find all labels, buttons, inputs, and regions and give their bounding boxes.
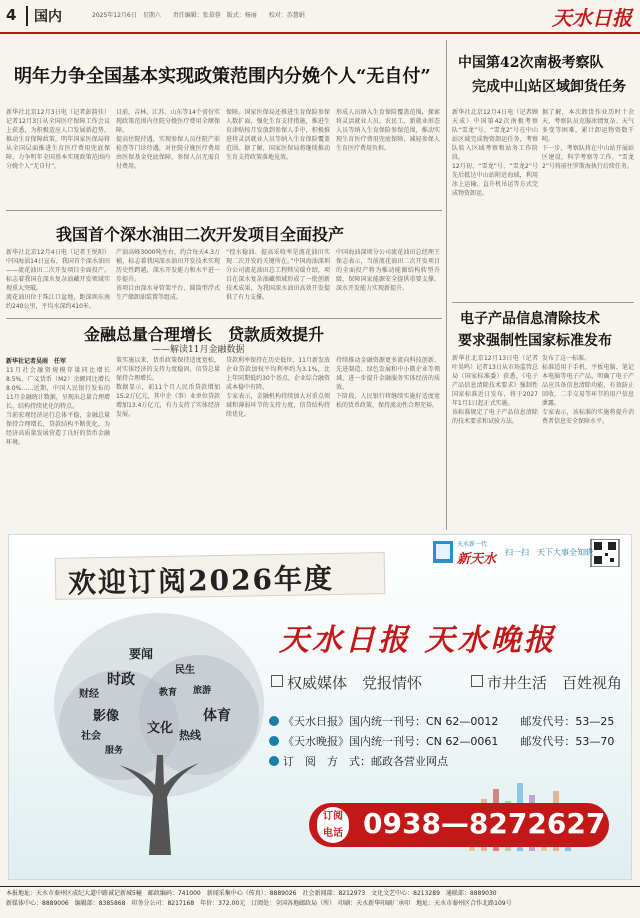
article5-title-line2: 要求强制性国家标准发布	[458, 333, 612, 349]
subscription-method-text: 订 阅 方 式：邮政各营业网点	[283, 755, 448, 768]
article4-title-line2: 完成中山站区域卸货任务	[472, 79, 626, 95]
tree-word: 体育	[203, 708, 231, 724]
subscription-line-daily	[269, 713, 614, 729]
article4-col1: 新华社北京12月4日电（记者顾天成）中国第42次南极考察队“雪龙”号、“雪龙2”号在中山站区域完成物资卸运任务，考察队转入区域考察和站务工作阶段。 12月初，“雪龙”号、“雪龙2”号先后抵达中山站附近海域，利用冰上运输、直升机吊运等方式完成物资卸运。	[452, 109, 538, 197]
subscription-evening-text: 《天水晚报》国内统一刊号：CN 62—0061 邮发代号：53—70	[283, 735, 615, 748]
divider	[6, 210, 442, 211]
article3-col4: 持续推动金融资源更多流向科技创新、先进制造、绿色发展和中小微企业等领域，进一步提升金融服务实体经济的质效。 下阶段，人民银行将继续实施好适度宽松的货币政策，保持流动性合理充裕。	[336, 357, 440, 409]
article1-col3: 保障。国家医保局还推进生育保险参保人数扩面，强化生育支持措施，推进生育津贴按月发放到参保人手中，积极推进将灵活就业人员等纳入生育保险覆盖范围。据了解，国家医保局将继续推动生育支持政策落地见效。	[226, 109, 330, 161]
article1-col2: 目前，吉林、江苏、山东等14个省份实现政策范围内住院分娩医疗费用全额保障。 提高住院待遇，实现参保人员住院产前检查等门诊待遇，对住院分娩医疗费用由医保基金兜底保障，参保人员无需自付费用。	[116, 109, 220, 170]
new-media-name: 新天水	[457, 552, 497, 567]
article2-col1: 新华社北京12月4日电（记者王悦阳）中国海油14日宣布，我国首个深水油田——流花油田二次开发项目全面投产。标志着我国在深水复杂油藏开发领域实现重大突破。 流花油田位于珠江口盆地，距深圳东南约240公里，平均水深约410米。	[6, 249, 110, 310]
slogan-left: 权威媒体 党报情怀	[287, 674, 423, 692]
footer-line-2: 新媒体中心：8889006 编辑部：8385868 印务分公司：8217168 年价：372.00元 订阅处：全国各地邮政局（所） 印刷：天水新华印刷厂承印 地址：天水市秦州区合作北路109号	[6, 900, 512, 907]
article4-title-line1: 中国第42次南极考察队	[458, 55, 604, 71]
section-name: 国内	[26, 6, 62, 26]
tree-word: 财经	[79, 689, 99, 700]
page-footer	[0, 886, 640, 918]
newspaper-logo: 天水日报	[552, 6, 632, 30]
article3-col3: 贷款利率保持在历史低位，11月新发放企业贷款加权平均利率约为3.1%，比上年同期低约30个基点，企业综合融资成本稳中有降。 专家表示，金融机构持续加大对重点领域和薄弱环节的支持力度，信贷结构持续优化。	[226, 357, 330, 418]
bullet-icon	[269, 756, 279, 766]
article3-col2: 策实施以来，货币政策保持适度宽松，对实体经济的支持力度稳固，信贷总量保持合理增长。 数据显示，前11个月人民币贷款增加15.2万亿元，其中企（事）业单位贷款增加13.4万亿元，有力支持了实体经济发展。	[116, 357, 220, 418]
article3-subtitle: ——解读11月金融数据	[152, 345, 245, 355]
subscription-line-evening	[269, 733, 614, 749]
divider	[452, 302, 634, 303]
tree-word: 旅游	[193, 686, 212, 696]
bullet-icon	[269, 736, 279, 746]
footer-line-1: 本报地址：天水市秦州区成纪大道中路诚记新城5幢 邮政编码：741000 新闻采集中心（传真）：8889026 社会新闻部：8212973 文化文艺中心：8213289 通联部：8889030	[6, 890, 497, 897]
divider	[6, 318, 442, 319]
tree-word: 文化	[147, 721, 174, 736]
phone-label	[317, 807, 349, 843]
new-media-tagline: 扫一扫 天下大事全知晓	[505, 548, 593, 557]
subscription-phone	[309, 803, 609, 847]
page-header	[0, 0, 640, 34]
tree-word: 影像	[93, 709, 120, 724]
tree-word: 教育	[159, 688, 178, 698]
tree-word: 时政	[107, 672, 135, 688]
tree-word: 民生	[175, 665, 195, 676]
article2-title: 我国首个深水油田二次开发项目全面投产	[56, 225, 345, 244]
article1-col4: 形成人员纳入生育保险覆盖范围，探索将灵活就业人员、农民工、新就业形态人员等纳入生育保险参保范围，推动实现生育医疗费用兜底保障，减轻参保人生育医疗费用负担。	[336, 109, 440, 152]
page-number: 4	[6, 6, 17, 24]
article2-col2: 产油高峰3000吨左右，约合每天4.3万桶，标志着我国深水油田开发技术实现历史性跨越，深水开发能力和水平进一步提升。 该项目由深水导管架平台、圆筒型浮式生产储卸油装置等组成。	[116, 249, 220, 301]
article5-title-line1: 电子产品信息清除技术	[460, 311, 600, 327]
article5-col1: 新华社北京12月13日电（记者叶昊鸣）记者13日从市场监管总局（国家标准委）获悉，《电子产品信息清除技术要求》强制性国家标准近日发布，将于2027年1月1日起正式实施。 该标准规定了电子产品信息清除的技术要求和试验方法。	[452, 355, 538, 425]
edition-meta: 2025年12月6日 星期六 责任编辑：张慕蓉 版式：杨丽 校对：苏慧娟	[92, 12, 305, 19]
tree-word: 热线	[179, 729, 201, 742]
article3-byline: 新华社记者吴雨 任军	[6, 358, 67, 365]
newspaper-calligraphy-titles: 天水日报 天水晚报	[279, 623, 557, 658]
article4-col2: 据了解，本次卸货作业历时十余天，考察队员克服冰情复杂、天气多变等困难，累计卸运物资数千吨。 下一步，考察队将在中山站开展站区建设、科学考察等工作，“雪龙2”号将前往罗斯海执行后续任务。	[542, 109, 634, 170]
new-media-promo	[433, 539, 623, 567]
ad-banner-text: 欢迎订阅2026年度	[67, 562, 335, 600]
tree-word: 服务	[105, 746, 124, 756]
subscription-daily-text: 《天水日报》国内统一刊号：CN 62—0012 邮发代号：53—25	[283, 715, 615, 728]
tree-word: 要闻	[129, 647, 154, 661]
phone-number: 0938—8272627	[363, 807, 606, 840]
subscription-ad	[8, 534, 632, 880]
checkbox-icon	[271, 675, 283, 687]
checkbox-icon	[471, 675, 483, 687]
subscription-method	[269, 753, 448, 769]
slogan-right: 市井生活 百姓视角	[487, 674, 623, 692]
article2-col4: 中国海油深圳分公司流花油田总经理王保志表示，当前流花油田二次开发项目的全面投产将为推动能源结构转型升级、保障国家能源安全提供重要支撑，深水开发能力实现新提升。	[336, 249, 440, 292]
tree-word: 社会	[81, 731, 101, 742]
article5-col2: 发布了这一标准。 标准适用于手机、平板电脑、笔记本电脑等电子产品，明确了电子产品应具备信息清除功能，有效防止回收、二手交易等环节的用户信息泄露。 专家表示，该标准的实施将提升消费者信息安全保障水平。	[542, 355, 634, 425]
column-divider	[446, 40, 447, 530]
article2-col3: “控水稳油、提高采收率是流花油田实现二次开发的关键所在。”中国海油深圳分公司流花油田总工程师吴瑞介绍，项目在深水复杂油藏领域形成了一批创新技术成果，为我国深水油田高效开发提供了有力支撑。	[226, 249, 330, 301]
bullet-icon	[269, 716, 279, 726]
article3-title: 金融总量合理增长 贷款质效提升	[84, 325, 325, 344]
phone-label-2: 电话	[323, 828, 343, 839]
new-media-brand: 天水新一代	[457, 541, 488, 548]
article3-col1: 11月社会融资规模存量同比增长8.5%、广义货币（M2）余额同比增长8.0%……近期，中国人民银行发布的11月金融统计数据，呈现出总量合理增长、结构持续优化的特点。 当前宏观经济运行总体平稳，金融总量保持合理增长，贷款结构不断优化，为经济高质量发展营造了良好的货币金融环境。	[6, 367, 110, 446]
article1-col1: 新华社北京12月3日电（记者彭韵佳）记者12月3日从全国医疗保障工作会议上获悉，为积极适应人口发展新趋势，推动生育保障政策，明年国家医保局将从全国层面推进生育医疗费用兜底保障，力争明年全国基本实现政策范围内分娩个人“无自付”。	[6, 109, 110, 170]
phone-label-1: 订阅	[323, 811, 343, 822]
ad-banner	[55, 552, 386, 600]
article1-title: 明年力争全国基本实现政策范围内分娩个人“无自付”	[14, 66, 431, 87]
